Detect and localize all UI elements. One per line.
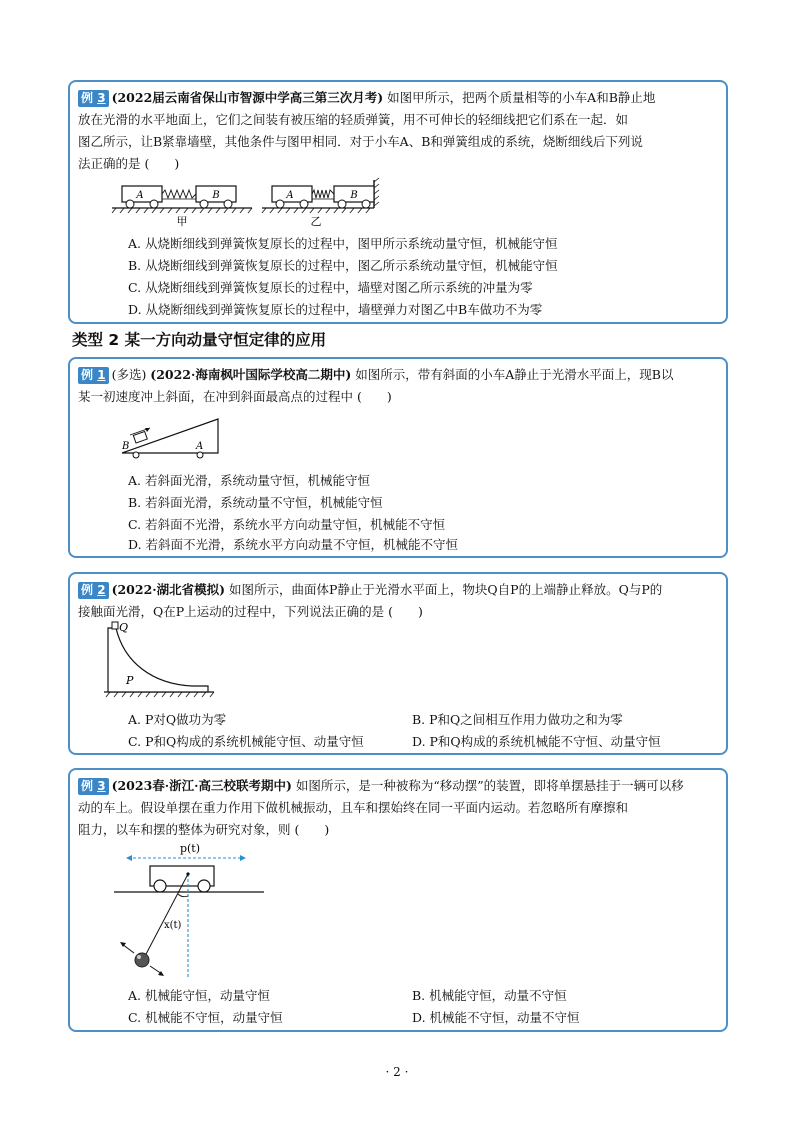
question-source: (2022届云南省保山市智源中学高三第三次月考) [111, 90, 384, 105]
figure-curved-block [102, 620, 222, 702]
figure-label-p: P [126, 674, 134, 687]
question-source: (2022·湖北省模拟) [111, 582, 226, 597]
question-stem-line: 例 1 (多选) (2022·海南枫叶国际学校高二期中) 如图所示，带有斜面的小车A静止于光滑水平面上，现B以 [78, 365, 718, 384]
option-d[interactable]: D. 机械能不守恒，动量不守恒 [412, 1010, 580, 1025]
figure-label-cart-a: A [286, 190, 294, 201]
option-d[interactable]: D. 若斜面不光滑，系统水平方向动量不守恒，机械能不守恒 [128, 537, 459, 552]
option-b[interactable]: B. P和Q之间相互作用力做功之和为零 [412, 712, 623, 727]
figure-label-cart-b: B [212, 190, 220, 201]
figure-label-momentum: p(t) [179, 842, 201, 855]
option-c[interactable]: C. 机械能不守恒，动量守恒 [128, 1010, 283, 1025]
question-stem-line: 接触面光滑，Q在P上运动的过程中，下列说法正确的是 ( ) [78, 604, 423, 619]
option-a[interactable]: A. 机械能守恒，动量守恒 [128, 988, 270, 1003]
question-stem-line: 例 2 (2022·湖北省模拟) 如图所示，曲面体P静止于光滑水平面上，物块Q自P的上端静止释放。Q与P的 [78, 580, 718, 599]
question-stem-line: 法正确的是 ( ) [78, 156, 180, 171]
question-stem-line: 例 3 (2022届云南省保山市智源中学高三第三次月考) 如图甲所示，把两个质量相等的小车A和B静止地 [78, 88, 718, 107]
option-a[interactable]: A. P对Q做功为零 [128, 712, 227, 727]
option-d[interactable]: D. 从烧断细线到弹簧恢复原长的过程中，墙壁弹力对图乙中B车做功不为零 [128, 302, 543, 317]
question-stem-line: 放在光滑的水平地面上，它们之间装有被压缩的轻质弹簧，用不可伸长的轻细线把它们系在一起．如 [78, 112, 629, 127]
figure-incline-cart [114, 417, 224, 463]
question-card-example-1 [68, 357, 728, 558]
question-card-example-3a [68, 80, 728, 324]
figure-label-a: A [196, 441, 204, 452]
question-stem-line: 阻力，以车和摆的整体为研究对象，则 ( ) [78, 822, 330, 837]
question-stem-line: 例 3 (2023春·浙江·高三校联考期中) 如图所示，是一种被称为“移动摆”的装置，即将单摆悬挂于一辆可以移 [78, 776, 718, 795]
option-c[interactable]: C. 若斜面不光滑，系统水平方向动量守恒，机械能不守恒 [128, 517, 446, 532]
figure-caption-yi: 乙 [310, 215, 322, 228]
figure-label-b: B [122, 441, 130, 452]
question-source: (2023春·浙江·高三校联考期中) [111, 778, 292, 793]
option-d[interactable]: D. P和Q构成的系统机械能不守恒、动量守恒 [412, 734, 661, 749]
option-b[interactable]: B. 机械能守恒，动量不守恒 [412, 988, 567, 1003]
figure-label-cart-a: A [136, 190, 144, 201]
question-card-example-3b [68, 768, 728, 1032]
option-c[interactable]: C. P和Q构成的系统机械能守恒、动量守恒 [128, 734, 364, 749]
figure-carts-spring [110, 178, 390, 228]
example-tag: 例 3 [78, 778, 109, 795]
option-b[interactable]: B. 若斜面光滑，系统动量不守恒，机械能守恒 [128, 495, 383, 510]
option-a[interactable]: A. 从烧断细线到弹簧恢复原长的过程中，图甲所示系统动量守恒，机械能守恒 [128, 236, 558, 251]
option-b[interactable]: B. 从烧断细线到弹簧恢复原长的过程中，图乙所示系统动量守恒，机械能守恒 [128, 258, 558, 273]
example-tag: 例 1 [78, 367, 109, 384]
example-tag: 例 2 [78, 582, 109, 599]
question-card-example-2 [68, 572, 728, 755]
section-heading: 类型 2 某一方向动量守恒定律的应用 [72, 331, 327, 349]
figure-moving-pendulum [112, 840, 272, 980]
example-tag: 例 3 [78, 90, 109, 107]
question-stem-line: 图乙所示，让B紧靠墙壁，其他条件与图甲相同．对于小车A、B和弹簧组成的系统，烧断细线后下列说 [78, 134, 643, 149]
option-c[interactable]: C. 从烧断细线到弹簧恢复原长的过程中，墙壁对图乙所示系统的冲量为零 [128, 280, 533, 295]
option-a[interactable]: A. 若斜面光滑，系统动量守恒，机械能守恒 [128, 473, 370, 488]
question-stem-line: 某一初速度冲上斜面，在冲到斜面最高点的过程中 ( ) [78, 389, 392, 404]
figure-label-cart-b: B [350, 190, 358, 201]
question-stem-line: 动的车上。假设单摆在重力作用下做机械振动，且车和摆始终在同一平面内运动。若忽略所有摩擦和 [78, 800, 629, 815]
figure-label-q: Q [119, 621, 129, 634]
page-number: · 2 · [385, 1065, 409, 1079]
question-source: (2022·海南枫叶国际学校高二期中) [150, 367, 352, 382]
figure-caption-jia: 甲 [176, 215, 188, 228]
figure-label-displacement: x(t) [164, 920, 182, 931]
